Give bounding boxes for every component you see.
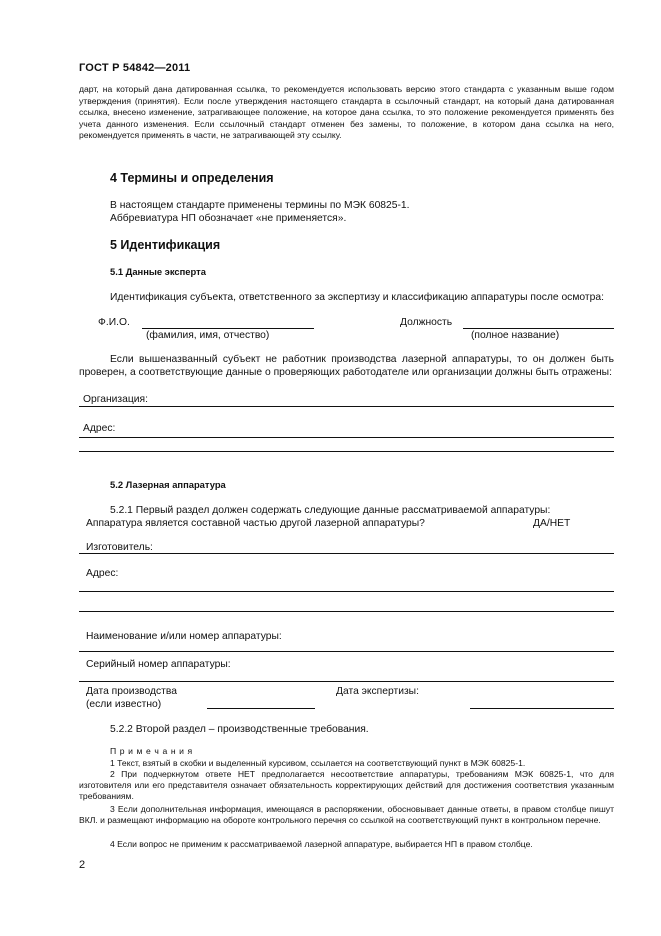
exam-date-label: Дата экспертизы:: [336, 686, 419, 697]
document-header: ГОСТ Р 54842—2011: [79, 62, 191, 74]
address-2-field-line-2[interactable]: [79, 611, 614, 612]
position-hint: (полное название): [471, 330, 560, 341]
note-4: 4 Если вопрос не применим к рассматриваемой лазерной аппаратуре, выбирается НП в правом столбце.: [110, 839, 533, 849]
intro-paragraph: дарт, на который дана датированная ссылка, то рекомендуется использовать версию этого стандарта с указанным выше годом утверждения (принятия). Если после утверждения настоящего стандарта в ссылочный стандарт, на который дана датированная ссылка, внесено изменение, затрагивающее положение, на которое дана ссылка, то это положение рекомендуется применять без учета данного изменения. Если ссылочный стандарт отменен без замены, то положение, в котором дана ссылка на него, рекомендуется применять в части, не затрагивающей эту ссылку.: [79, 84, 614, 141]
fio-label: Ф.И.О.: [98, 317, 130, 328]
address-field-line-1[interactable]: [79, 437, 614, 438]
section-5-title: 5 Идентификация: [110, 238, 221, 252]
organization-label: Организация:: [83, 394, 148, 405]
address-label: Адрес:: [83, 423, 116, 434]
address-2-label: Адрес:: [86, 568, 119, 579]
address-field-line-2[interactable]: [79, 451, 614, 452]
section-5-1-title: 5.1 Данные эксперта: [110, 266, 206, 277]
section-5-2-title: 5.2 Лазерная аппаратура: [110, 479, 226, 490]
production-date-hint: (если известно): [86, 699, 162, 710]
section-4-title: 4 Термины и определения: [110, 171, 274, 185]
organization-field-line[interactable]: [79, 406, 614, 407]
exam-date-field-line[interactable]: [470, 708, 614, 709]
equipment-name-label: Наименование и/или номер аппаратуры:: [86, 631, 282, 642]
section-5-1-text: Идентификация субъекта, ответственного за экспертизу и классификацию аппаратуры после осмотра:: [110, 292, 604, 303]
section-4-line-2: Аббревиатура НП обозначает «не применяется».: [110, 213, 347, 224]
section-5-1-text-2: Если вышеназванный субъект не работник производства лазерной аппаратуры, то он должен быть проверен, а соответствующие данные о проверяющих работодателе или организации должны быть отражены:: [79, 354, 614, 378]
maker-field-line[interactable]: [79, 553, 614, 554]
position-label: Должность: [400, 317, 453, 328]
section-5-2-2-text: 5.2.2 Второй раздел – производственные требования.: [110, 724, 369, 735]
fio-hint: (фамилия, имя, отчество): [146, 330, 270, 341]
note-1: 1 Текст, взятый в скобки и выделенный курсивом, ссылается на соответствующий пункт в МЭК 60825-1.: [110, 758, 526, 768]
notes-title: П р и м е ч а н и я: [110, 746, 193, 756]
maker-label: Изготовитель:: [86, 542, 153, 553]
equipment-name-field-line[interactable]: [79, 651, 614, 652]
section-5-2-1-question: Аппаратура является составной частью другой лазерной аппаратуры?: [86, 518, 425, 529]
section-5-2-1-text: 5.2.1 Первый раздел должен содержать следующие данные рассматриваемой аппаратуры:: [110, 505, 551, 516]
serial-number-field-line[interactable]: [79, 681, 614, 682]
address-2-field-line-1[interactable]: [79, 591, 614, 592]
section-4-line-1: В настоящем стандарте применены термины по МЭК 60825-1.: [110, 200, 410, 211]
yes-no-answer[interactable]: ДА/НЕТ: [533, 518, 571, 529]
serial-number-label: Серийный номер аппаратуры:: [86, 659, 231, 670]
note-3: 3 Если дополнительная информация, имеющаяся в распоряжении, обосновывает данные ответы, в правом столбце пишут ВКЛ. и размещают информацию на обороте контрольного перечня со ссылкой на соответствующий пункт в контрольном перечне.: [79, 804, 614, 825]
note-2: 2 При подчеркнутом ответе НЕТ предполагается несоответствие аппаратуры, требованиям МЭК 60825-1, что для изготовителя или его представителя означает обязательность корректирующих действий для достижения соответствия указанным требованиям.: [79, 769, 614, 801]
production-date-label: Дата производства: [86, 686, 177, 697]
production-date-field-line[interactable]: [207, 708, 315, 709]
page-number: 2: [79, 859, 86, 871]
